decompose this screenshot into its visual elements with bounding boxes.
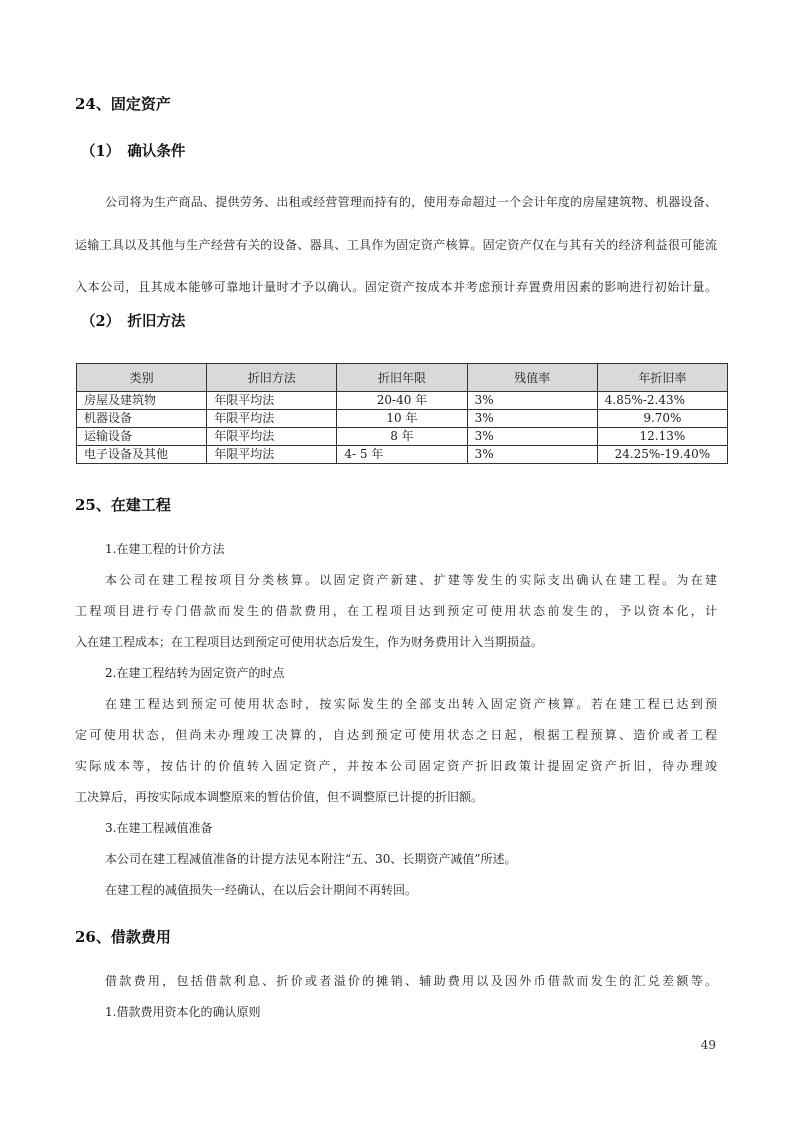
construction-in-progress-paragraph: [75, 534, 717, 906]
fixed-assets-recognition-paragraph: [75, 181, 717, 309]
column-header: 折旧年限: [337, 364, 467, 392]
column-header: 折旧方法: [207, 364, 337, 392]
text-line: 工决算后，再按实际成本调整原来的暂估价值，但不调整原已计提的折旧额。: [75, 790, 484, 804]
depreciation-table: [76, 363, 728, 464]
table-cell: 12.13%: [597, 428, 727, 446]
table-row: [77, 446, 728, 464]
text-line: 运输工具以及其他与生产经营有关的设备、器具、工具作为固定资产核算。固定资产仅在与其有关的经济利益很可能流: [75, 237, 717, 252]
text-line: 在建工程达到预定可使用状态时，按实际发生的全部支出转入固定资产核算。若在建工程已达到预: [105, 697, 717, 711]
table-cell: 3%: [467, 410, 597, 428]
text-line: 在建工程的减值损失一经确认，在以后会计期间不再转回。: [105, 883, 418, 897]
table-cell: 3%: [467, 392, 597, 410]
text-line: 实际成本等，按估计的价值转入固定资产，并按本公司固定资产折旧政策计提固定资产折旧，待办理竣: [75, 759, 717, 773]
borrowing-costs-paragraph: [75, 966, 717, 1028]
table-cell: 年限平均法: [207, 392, 337, 410]
table-cell: 房屋及建筑物: [77, 392, 207, 410]
table-cell: 机器设备: [77, 410, 207, 428]
table-cell: 24.25%-19.40%: [597, 446, 727, 464]
section-24-heading: 24、固定资产: [75, 95, 171, 113]
table-cell: 9.70%: [597, 410, 727, 428]
table-cell: 电子设备及其他: [77, 446, 207, 464]
text-line: 本公司在建工程减值准备的计提方法见本附注“五、30、长期资产减值”所述。: [105, 852, 517, 866]
column-header: 类别: [77, 364, 207, 392]
text-line: 公司将为生产商品、提供劳务、出租或经营管理而持有的，使用寿命超过一个会计年度的房屋建筑物、机器设备、: [105, 195, 717, 209]
table-cell: 年限平均法: [207, 446, 337, 464]
section-24-sub2-heading: （2） 折旧方法: [81, 313, 186, 330]
page-number: 49: [700, 1038, 716, 1052]
table-row: [77, 392, 728, 410]
table-cell: 10 年: [337, 410, 467, 428]
section-24-sub1-heading: （1） 确认条件: [81, 143, 186, 160]
section-25-heading: 25、在建工程: [75, 496, 171, 514]
table-cell: 3%: [467, 446, 597, 464]
text-line: 3.在建工程减值准备: [105, 821, 213, 835]
text-line: 1.借款费用资本化的确认原则: [105, 1005, 261, 1019]
table-cell: 年限平均法: [207, 428, 337, 446]
table-cell: 3%: [467, 428, 597, 446]
column-header: 年折旧率: [597, 364, 727, 392]
table-row: [77, 428, 728, 446]
section-26-heading: 26、借款费用: [75, 928, 171, 946]
depreciation-table-header: [77, 364, 728, 392]
table-cell: 年限平均法: [207, 410, 337, 428]
text-line: 工程项目进行专门借款而发生的借款费用，在工程项目达到预定可使用状态前发生的，予以资本化，计: [75, 604, 717, 618]
text-line: 入在建工程成本；在工程项目达到预定可使用状态后发生，作为财务费用计入当期损益。: [75, 635, 544, 649]
table-cell: 20-40 年: [337, 392, 467, 410]
table-cell: 运输设备: [77, 428, 207, 446]
text-line: 借款费用，包括借款利息、折价或者溢价的摊销、辅助费用以及因外币借款而发生的汇兑差额等。: [105, 974, 717, 988]
table-row: [77, 410, 728, 428]
column-header: 残值率: [467, 364, 597, 392]
table-cell: 4.85%-2.43%: [597, 392, 727, 410]
table-cell: 8 年: [337, 428, 467, 446]
text-line: 1.在建工程的计价方法: [105, 542, 225, 556]
text-line: 定可使用状态，但尚未办理竣工决算的，自达到预定可使用状态之日起，根据工程预算、造价或者工程: [75, 728, 717, 742]
table-cell: 4- 5 年: [337, 446, 467, 464]
depreciation-table-body: [77, 392, 728, 464]
text-line: 本公司在建工程按项目分类核算。以固定资产新建、扩建等发生的实际支出确认在建工程。为在建: [105, 573, 717, 587]
text-line: 入本公司，且其成本能够可靠地计量时才予以确认。固定资产按成本并考虑预计弃置费用因素的影响进行初始计量。: [75, 280, 717, 294]
text-line: 2.在建工程结转为固定资产的时点: [105, 666, 285, 680]
table-header-row: [77, 364, 728, 392]
